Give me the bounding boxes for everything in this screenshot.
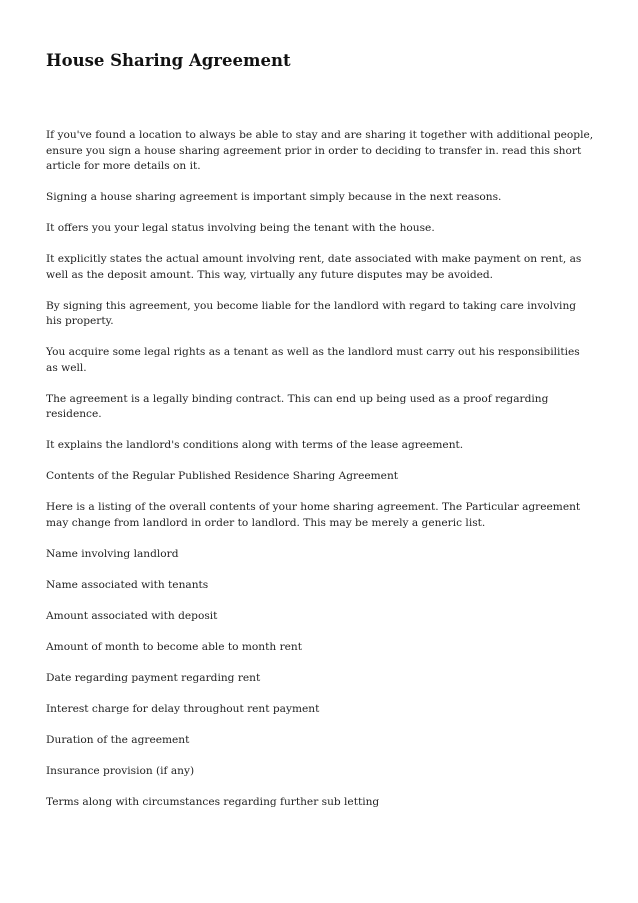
list-item-interest-charge: Interest charge for delay throughout rent payment (46, 702, 320, 715)
paragraph-legal-rights: You acquire some legal rights as a tenant as well as the landlord must carry out his responsibilities as well. (46, 346, 580, 374)
document-title: House Sharing Agreement (46, 51, 291, 70)
list-item-payment-date: Date regarding payment regarding rent (46, 671, 261, 684)
paragraph-rent-amount: It explicitly states the actual amount involving rent, date associated with make payment on rent, as well as the deposit amount. This way, virtually any future disputes may be avoided. (46, 253, 582, 281)
list-item-monthly-rent: Amount of month to become able to month rent (46, 640, 302, 653)
list-item-insurance: Insurance provision (if any) (46, 764, 195, 777)
list-item-duration: Duration of the agreement (46, 733, 190, 746)
paragraph-legal-status: It offers you your legal status involving being the tenant with the house. (46, 222, 435, 234)
paragraph-intro: If you've found a location to always be able to stay and are sharing it together with additional people, ensure you sign a house sharing agreement prior in order to deciding to transfer in. read this short article for more details on it. (46, 129, 594, 172)
paragraph-contents-intro: Here is a listing of the overall contents of your home sharing agreement. The Particular agreement may change from landlord in order to landlord. This may be merely a generic list. (46, 501, 581, 529)
document-page (46, 50, 594, 826)
paragraph-contents-heading: Contents of the Regular Published Residence Sharing Agreement (46, 470, 399, 482)
list-item-deposit: Amount associated with deposit (46, 609, 218, 622)
paragraph-reasons: Signing a house sharing agreement is important simply because in the next reasons. (46, 191, 502, 203)
list-item-sub-letting: Terms along with circumstances regarding further sub letting (46, 795, 380, 808)
paragraph-conditions: It explains the landlord's conditions along with terms of the lease agreement. (46, 439, 464, 451)
list-item-tenant-names: Name associated with tenants (46, 578, 209, 591)
paragraph-liability: By signing this agreement, you become liable for the landlord with regard to taking care involving his property. (46, 299, 577, 327)
paragraph-binding-contract: The agreement is a legally binding contract. This can end up being used as a proof regarding residence. (46, 392, 549, 420)
list-item-landlord-name: Name involving landlord (46, 547, 179, 560)
